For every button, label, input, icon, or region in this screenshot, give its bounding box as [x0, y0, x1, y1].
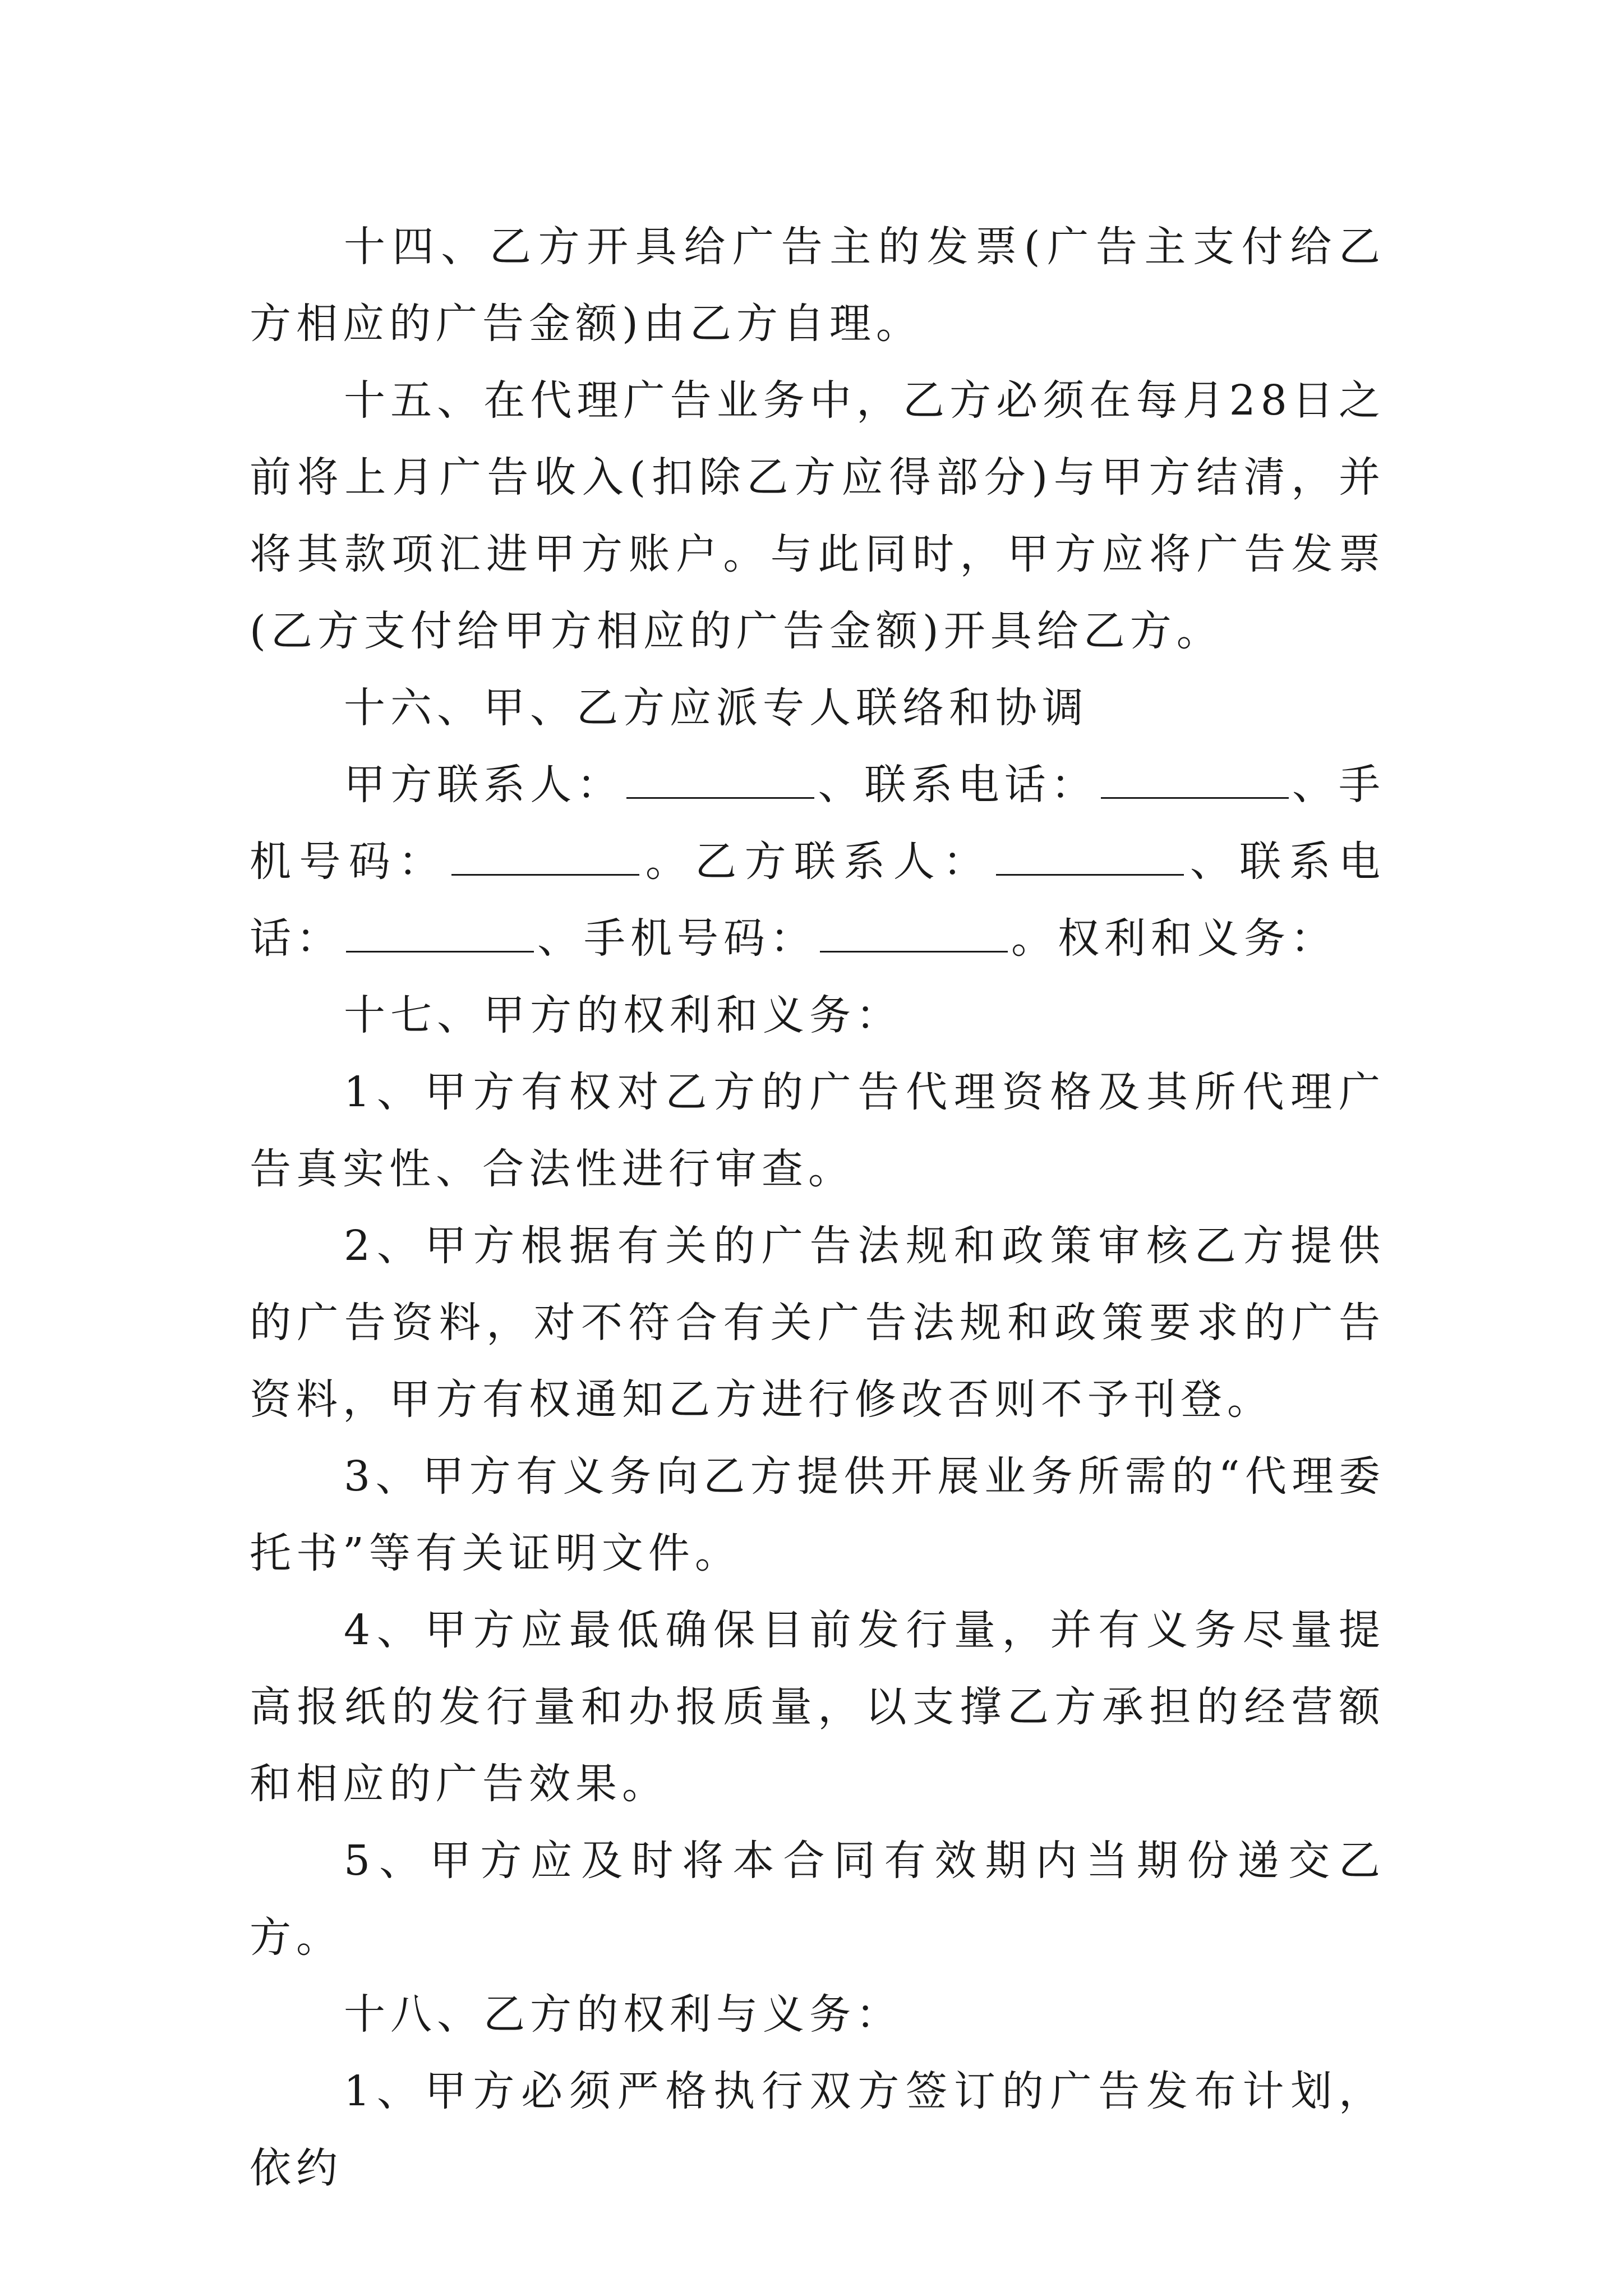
a-contact-blank [626, 758, 814, 799]
a-contact-label: 甲方联系人： [344, 761, 624, 809]
b-phone-blank [346, 912, 534, 953]
a-phone-blank [1101, 758, 1289, 799]
clause-17-item-1: 1、甲方有权对乙方的广告代理资格及其所代理广告真实性、合法性进行审查。 [250, 1068, 1385, 1193]
clause-16: 十六、甲、乙方应派专人联络和协调 [344, 684, 1089, 732]
b-phone-label: 、联系电话： [250, 838, 1385, 963]
clause-17-item-5: 5、甲方应及时将本合同有效期内当期份递交乙方。 [250, 1837, 1385, 1962]
clause-17-item-4: 4、甲方应最低确保目前发行量，并有义务尽量提高报纸的发行量和办报质量，以支撑乙方承担的经营额和相应的广告效果。 [250, 1606, 1385, 1808]
b-contact-label: 。乙方联系人： [642, 838, 993, 886]
b-contact-blank [996, 835, 1184, 876]
rights-duties-tail: 。权利和义务： [1011, 914, 1337, 963]
a-mobile-blank [451, 835, 639, 876]
clause-18-item-1: 1、甲方必须严格执行双方签订的广告发布计划，依约 [250, 2067, 1385, 2192]
a-mobile-label: 、手机号码： [250, 761, 1386, 886]
clause-14: 十四、乙方开具给广告主的发票(广告主支付给乙方相应的广告金额)由乙方自理。 [250, 223, 1385, 348]
clause-15: 十五、在代理广告业务中，乙方必须在每月28日之前将上月广告收入(扣除乙方应得部分)与甲方结清，并将其款项汇进甲方账户。与此同时，甲方应将广告发票(乙方支付给甲方相应的广告金额)开具给乙方。 [250, 376, 1385, 655]
clause-17-item-2: 2、甲方根据有关的广告法规和政策审核乙方提供的广告资料，对不符合有关广告法规和政策要求的广告资料，甲方有权通知乙方进行修改否则不予刊登。 [250, 1222, 1385, 1424]
clause-17-item-3: 3、甲方有义务向乙方提供开展业务所需的“代理委托书”等有关证明文件。 [250, 1452, 1385, 1577]
b-mobile-label: 、手机号码： [537, 914, 817, 963]
a-phone-label: 、联系电话： [818, 761, 1098, 809]
contact-paragraph [250, 747, 1385, 977]
document-page [250, 209, 1385, 2207]
clause-17-title: 十七、甲方的权利和义务： [344, 991, 902, 1039]
b-mobile-blank [820, 912, 1008, 953]
clause-18-title: 十八、乙方的权利与义务： [344, 1990, 902, 2039]
